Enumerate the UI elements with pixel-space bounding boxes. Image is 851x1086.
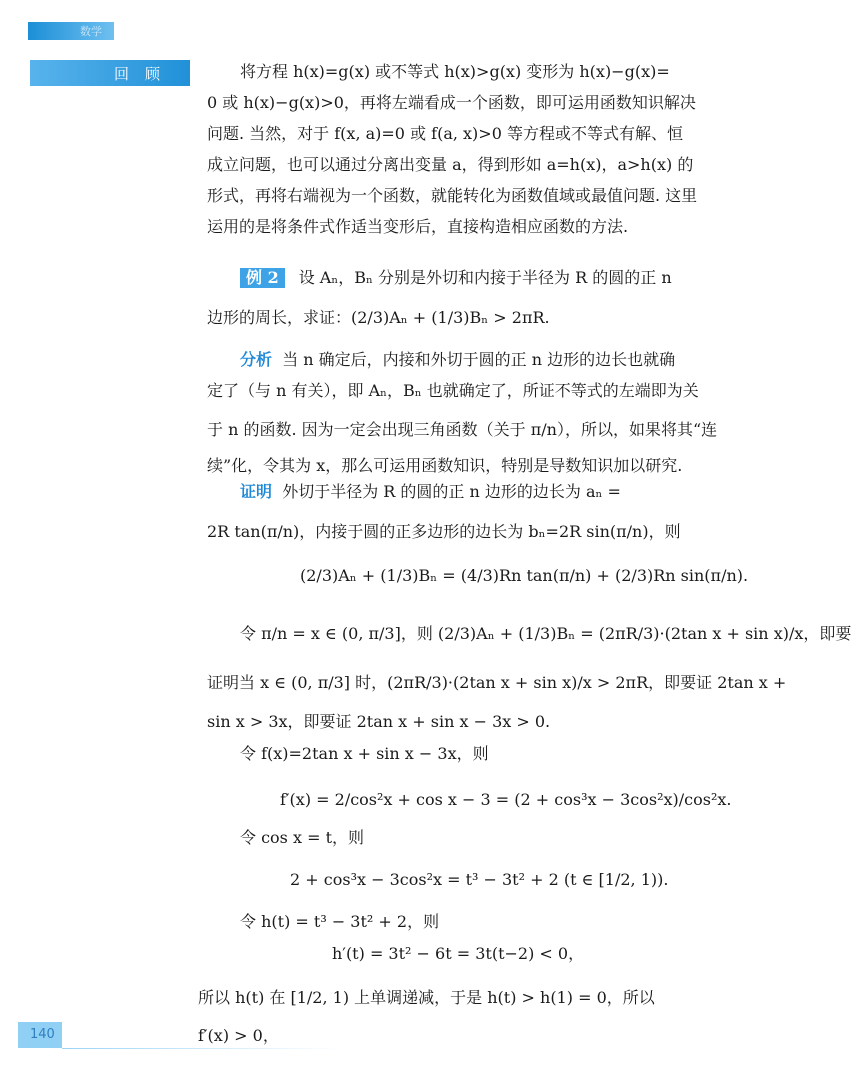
analysis-label: 分析 [240, 350, 273, 369]
formula-line: h′(t) = 3t² − 6t = 3t(t−2) < 0， [332, 944, 585, 963]
subject-tab [28, 22, 114, 40]
proof-label: 证明 [240, 482, 273, 501]
text-line: 令 cos x = t，则 [240, 828, 365, 847]
text-line: 证明当 x ∈ (0, π/3] 时，(2πR/3)·(2tan x + sin x)/x > 2πR，即要证 2tan x + [207, 673, 787, 692]
subject-label: 数学 [80, 25, 102, 38]
text-line: 运用的是将条件式作适当变形后，直接构造相应函数的方法. [207, 217, 629, 236]
text-line: 于 n 的函数. 因为一定会出现三角函数（关于 π/n），所以，如果将其“连 [207, 420, 718, 439]
text-line: sin x > 3x，即要证 2tan x + sin x − 3x > 0. [207, 712, 551, 731]
text-line: 所以 h(t) 在 [1/2, 1) 上单调递减，于是 h(t) > h(1) = 0，所以 [198, 988, 655, 1007]
text-line: 令 π/n = x ∈ (0, π/3]，则 (2/3)Aₙ + (1/3)Bₙ = (2πR/3)·(2tan x + sin x)/x，即要 [240, 624, 851, 643]
page-number-box [18, 1022, 62, 1048]
text-line: 续”化，令其为 x，那么可运用函数知识，特别是导数知识加以研究. [207, 456, 683, 475]
formula-line: f′(x) = 2/cos²x + cos x − 3 = (2 + cos³x − 3cos²x)/cos²x. [280, 790, 732, 809]
text-line: 0 或 h(x)−g(x)>0，再将左端看成一个函数，即可运用函数知识解决 [207, 93, 696, 112]
footer-rule [62, 1048, 342, 1049]
proof-line [240, 482, 621, 502]
text-line: 问题. 当然，对于 f(x, a)=0 或 f(a, x)>0 等方程或不等式有解、恒 [207, 124, 683, 143]
text-line: 形式，再将右端视为一个函数，就能转化为函数值域或最值问题. 这里 [207, 186, 698, 205]
page-number: 140 [30, 1027, 55, 1042]
formula-line: (2/3)Aₙ + (1/3)Bₙ = (4/3)Rn tan(π/n) + (2/3)Rn sin(π/n). [300, 566, 749, 585]
text-line: 成立问题，也可以通过分离出变量 a，得到形如 a=h(x)，a>h(x) 的 [207, 155, 694, 174]
analysis-line [240, 350, 675, 370]
analysis-text: 当 n 确定后，内接和外切于圆的正 n 边形的边长也就确 [282, 350, 676, 369]
text-line: 将方程 h(x)=g(x) 或不等式 h(x)>g(x) 变形为 h(x)−g(x)= [240, 62, 670, 81]
example-badge: 例 2 [240, 268, 285, 288]
text-line: 边形的周长，求证：(2/3)Aₙ + (1/3)Bₙ > 2πR. [207, 308, 550, 327]
text-line: 令 h(t) = t³ − 3t² + 2，则 [240, 912, 440, 931]
text-line: 2R tan(π/n)，内接于圆的正多边形的边长为 bₙ=2R sin(π/n)，则 [207, 522, 681, 541]
example-line [240, 268, 672, 288]
proof-text: 外切于半径为 R 的圆的正 n 边形的边长为 aₙ = [282, 482, 621, 501]
review-banner [30, 60, 190, 86]
example-text: 设 Aₙ，Bₙ 分别是外切和内接于半径为 R 的圆的正 n [298, 268, 672, 287]
text-line: f′(x) > 0， [198, 1026, 279, 1045]
text-line: 令 f(x)=2tan x + sin x − 3x，则 [240, 744, 489, 763]
review-label: 回顾 [113, 65, 176, 83]
formula-line: 2 + cos³x − 3cos²x = t³ − 3t² + 2 (t ∈ [1/2, 1)). [290, 870, 669, 889]
text-line: 定了（与 n 有关），即 Aₙ，Bₙ 也就确定了，所证不等式的左端即为关 [207, 381, 699, 400]
